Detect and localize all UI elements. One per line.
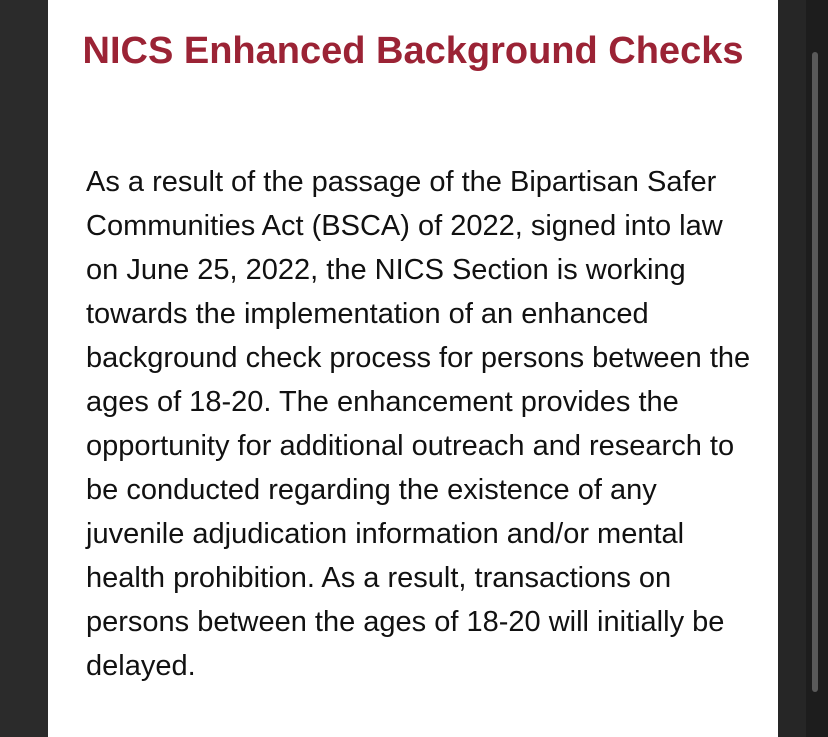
article-paragraph: As a result of the passage of the Bipartisan Safer Communities Act (BSCA) of 2022, signed into law on June 25, 2022, the NICS Section is working towards the implementation of an enhanced background check process for persons between the ages of 18-20. The enhancement provides the opportunity for additional outreach and research to be conducted regarding the existence of any juvenile adjudication information and/or mental health prohibition. As a result, transactions on persons between the ages of 18-20 will initially be delayed.: [86, 166, 751, 682]
content-panel: [48, 0, 778, 737]
scrollbar-thumb[interactable]: [812, 52, 818, 692]
page-title: NICS Enhanced Background Checks: [82, 30, 744, 72]
left-dark-margin: [0, 0, 48, 737]
